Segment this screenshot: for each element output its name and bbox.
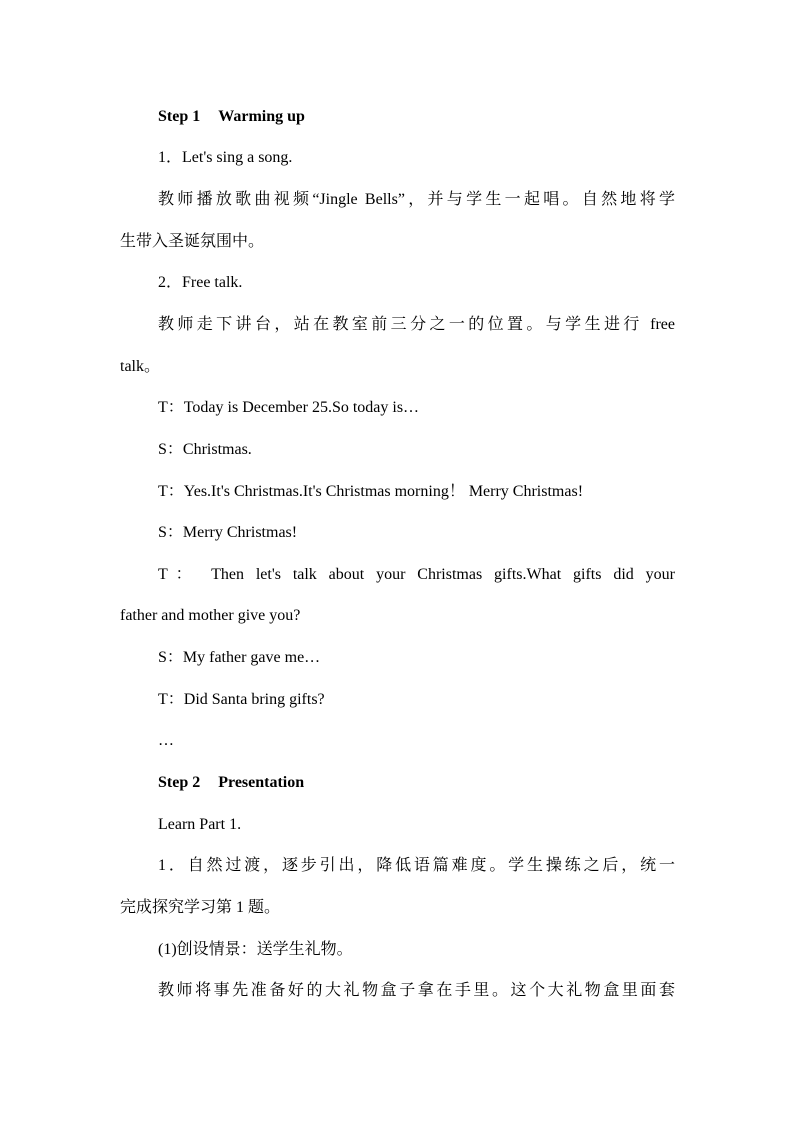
- dialogue-line-6: S：My father gave me…: [158, 649, 321, 666]
- step2-label: Step 2: [158, 774, 201, 791]
- dialogue-line-5-part-2: father and mother give you?: [120, 607, 301, 624]
- step1-heading: [158, 107, 675, 127]
- dialogue-line-7: T：Did Santa bring gifts?: [158, 691, 325, 708]
- step1-title: Warming up: [218, 108, 305, 125]
- paragraph-5-line-1: 教师将事先准备好的大礼物盒子拿在手里。这个大礼物盒里面套: [158, 982, 675, 999]
- paragraph-2-line-1: 教师走下讲台，站在教室前三分之一的位置。与学生进行 free: [158, 316, 675, 333]
- learn-part-line: Learn Part 1.: [158, 816, 242, 833]
- paragraph-3-line-2: 完成探究学习第 1 题。: [120, 899, 281, 916]
- step2-heading: [158, 773, 675, 793]
- ellipsis: …: [158, 732, 174, 749]
- step2-title: Presentation: [218, 774, 305, 791]
- dialogue-line-4: S：Merry Christmas!: [158, 524, 298, 541]
- item-2: 2．Free talk.: [158, 274, 243, 291]
- dialogue-line-1: T：Today is December 25.So today is…: [158, 399, 420, 416]
- dialogue-line-3: T：Yes.It's Christmas.It's Christmas morning！ Merry Christmas!: [158, 483, 584, 500]
- paragraph-2-line-2: talk。: [120, 358, 160, 375]
- paragraph-3-line-1: 1．自然过渡，逐步引出，降低语篇难度。学生操练之后，统一: [158, 857, 675, 874]
- paragraph-4: (1)创设情景：送学生礼物。: [158, 941, 353, 958]
- dialogue-line-5-part-1: T： Then let's talk about your Christmas gifts.What gifts did your: [158, 566, 675, 583]
- paragraph-1-line-1: 教师播放歌曲视频“Jingle Bells”，并与学生一起唱。自然地将学: [158, 191, 675, 208]
- step1-label: Step 1: [158, 108, 201, 125]
- item-1: 1．Let's sing a song.: [158, 149, 293, 166]
- paragraph-1-line-2: 生带入圣诞氛围中。: [120, 233, 265, 250]
- dialogue-line-2: S：Christmas.: [158, 441, 252, 458]
